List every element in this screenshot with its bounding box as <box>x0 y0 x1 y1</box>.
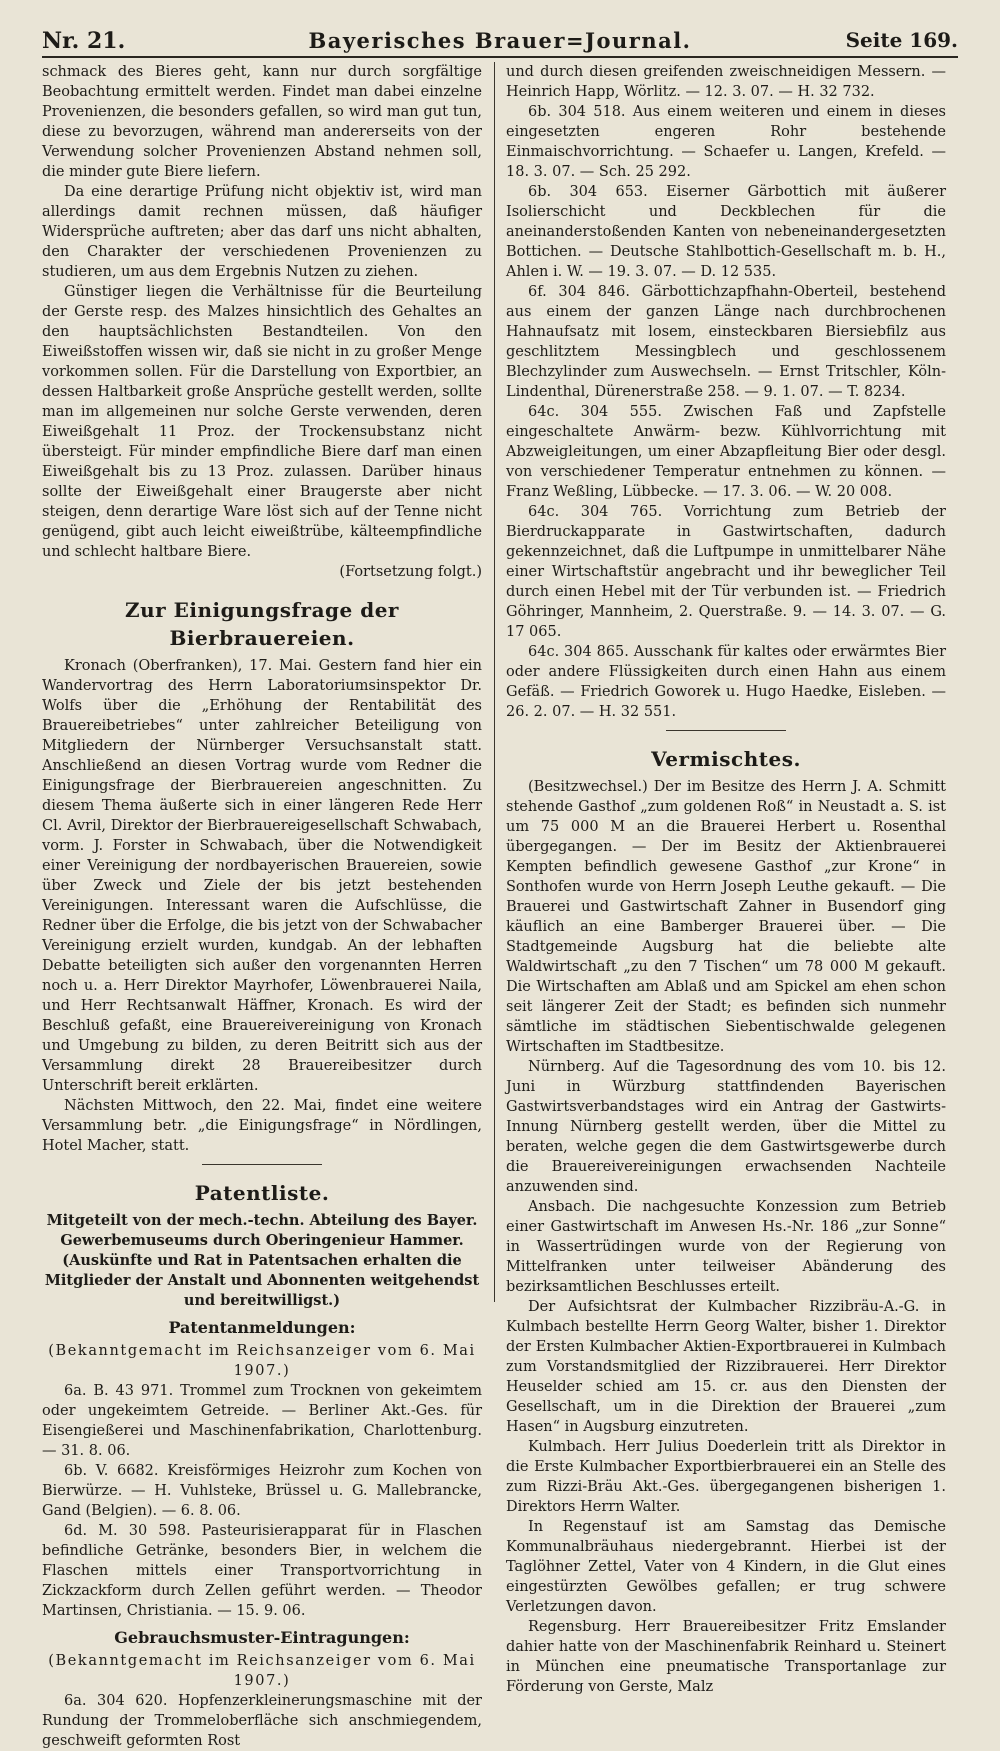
article-paragraph: Da eine derartige Prüfung nicht objektiv ist, wird man allerdings damit rechnen müssen, daß häufiger Widersprüche auftreten; aber das darf uns nicht abhalten, den Charakter der verschiedenen Provenienzen zu studieren, um aus dem Ergebnis Nutzen zu ziehen. <box>42 184 482 280</box>
news-item: Regensburg. Herr Brauereibesitzer Fritz Emslander dahier hatte von der Maschinenfabrik Reinhard u. Steinert in München eine pneumatische Transportanlage zur Förderung von Gerste, Malz <box>506 1619 946 1695</box>
patent-entry: 6d. M. 30 598. Pasteurisierapparat für in Flaschen befindliche Getränke, besonders Bier, in welchem die Flaschen mittels einer Transportvorrichtung in Zickzackform durch Zellen geführt werden. — Theodor Martinsen, Christiania. — 15. 9. 06. <box>42 1523 482 1619</box>
gebrauchs-entry: 64c. 304 555. Zwischen Faß und Zapfstelle eingeschaltete Anwärm- bezw. Kühlvorrichtung mit Abzweigleitungen, um einer Abzapfleitung Bier oder desgl. von verschiedener Temperatur entnehmen zu können. — Franz Weßling, Lübbecke. — 17. 3. 06. — W. 20 008. <box>506 404 946 500</box>
patent-note: (Auskünfte und Rat in Patentsachen erhalten die Mitglieder der Anstalt und Abonnenten weitgehendst und bereitwilligst.) <box>44 1252 480 1309</box>
news-item: Kulmbach. Herr Julius Doederlein tritt als Direktor in die Erste Kulmbacher Exportbierbrauerei ein an Stelle des zum Rizzi-Bräu Akt.-Ges. übergegangenen bisherigen 1. Direktors Herrn Walter. <box>506 1439 946 1515</box>
right-column <box>506 62 946 1695</box>
left-column <box>42 62 482 1749</box>
column-divider <box>494 62 495 1302</box>
einigung-title: Zur Einigungsfrage der Bierbrauereien. <box>125 598 399 650</box>
article-paragraph: Günstiger liegen die Verhältnisse für die Beurteilung der Gerste resp. des Malzes hinsichtlich des Gehaltes an den hauptsächlichsten Bestandteilen. Von den Eiweißstoffen wissen wir, daß sie nicht in zu großer Menge vorkommen sollen. Für die Darstellung von Exportbier, an dessen Haltbarkeit große Ansprüche gestellt werden, sollte man im allgemeinen nur solche Gerste verwenden, deren Eiweißgehalt 11 Proz. der Trockensubstanz nicht übersteigt. Für minder empfindliche Biere darf man einen Eiweißgehalt bis zu 13 Proz. zulassen. Darüber hinaus sollte der Eiweißgehalt einer Braugerste aber nicht steigen, denn derartige Ware löst sich auf der Tenne nicht genügend, gibt auch leicht eiweißtrübe, kälteempfindliche und schlecht haltbare Biere. <box>42 284 482 560</box>
section-divider <box>202 1164 322 1165</box>
gebrauchs-title: Gebrauchsmuster-Eintragungen: <box>114 1628 410 1647</box>
page-header <box>42 18 958 58</box>
gebrauchs-entry: 64c. 304 765. Vorrichtung zum Betrieb der Bierdruckapparate in Gastwirtschaften, dadurch gekennzeichnet, daß die Luftpumpe in unmittelbarer Nähe einer Wirtschaftstür angebracht und ihr beweglicher Teil durch einen Hebel mit der Tür verbunden ist. — Friedrich Göhringer, Mannheim, 2. Querstraße. 9. — 14. 3. 07. — G. 17 065. <box>506 504 946 640</box>
patent-title: Patentliste. <box>194 1181 330 1205</box>
patent-intro: Mitgeteilt von der mech.-techn. Abteilung des Bayer. Gewerbemuseums durch Oberingenieur Hammer. <box>46 1212 478 1249</box>
patent-entry: 6b. V. 6682. Kreisförmiges Heizrohr zum Kochen von Bierwürze. — H. Vuhlsteke, Brüssel u. G. Mallebrancke, Gand (Belgien). — 6. 8. 06. <box>42 1463 482 1519</box>
anmeldungen-date: (Bekanntgemacht im Reichsanzeiger vom 6. Mai 1907.) <box>48 1343 476 1379</box>
gebrauchs-entry: und durch diesen greifenden zweischneidigen Messern. — Heinrich Happ, Wörlitz. — 12. 3. 07. — H. 32 732. <box>506 64 946 100</box>
news-item: Der Aufsichtsrat der Kulmbacher Rizzibräu-A.-G. in Kulmbach bestellte Herrn Georg Walter, bisher 1. Direktor der Ersten Kulmbacher Aktien-Exportbrauerei in Kulmbach zum Vorstandsmitglied der Rizzibrauerei. Herr Direktor Heuselder schied am 15. cr. aus den Diensten der Gesellschaft, um in die Direktion der Brauerei „zum Hasen“ in Augsburg einzutreten. <box>506 1299 946 1435</box>
gebrauchs-entry: 64c. 304 865. Ausschank für kaltes oder erwärmtes Bier oder andere Flüssigkeiten durch einen Hahn aus einem Gefäß. — Friedrich Goworek u. Hugo Haedke, Eisleben. — 26. 2. 07. — H. 32 551. <box>506 644 946 720</box>
section-divider <box>666 730 786 731</box>
patent-entry: 6a. B. 43 971. Trommel zum Trocknen von gekeimtem oder ungekeimtem Getreide. — Berliner Akt.-Ges. für Eisengießerei und Maschinenfabrikation, Charlottenburg. — 31. 8. 06. <box>42 1383 482 1459</box>
einigung-paragraph: Kronach (Oberfranken), 17. Mai. Gestern fand hier ein Wandervortrag des Herrn Laboratoriumsinspektor Dr. Wolfs über die „Erhöhung der Rentabilität des Brauereibetriebes“ unter zahlreicher Beteiligung von Mitgliedern der Nürnberger Versuchsanstalt statt. Anschließend an diesen Vortrag wurde vom Redner die Einigungsfrage der Bierbrauereien angeschnitten. Zu diesem Thema äußerte sich in einer längeren Rede Herr Cl. Avril, Direktor der Bierbrauereigesellschaft Schwabach, vorm. J. Forster in Schwabach, über die Notwendigkeit einer Vereinigung der nordbayerischen Brauereien, sowie über Zweck und Ziele der bis jetzt bestehenden Vereinigungen. Interessant waren die Aufschlüsse, die Redner über die Erfolge, die bis jetzt von der Schwabacher Vereinigung erzielt wurden, kundgab. An der lebhaften Debatte beteiligten sich außer den vorgenannten Herren noch u. a. Herr Direktor Mayrhofer, Löwenbrauerei Naila, und Herr Rechtsanwalt Häffner, Kronach. Es wird der Beschluß gefaßt, eine Brauereivereinigung von Kronach und Umgebung zu bilden, zu deren Beitritt sich aus der Versammlung direkt 28 Brauereibesitzer durch Unterschrift bereit erklärten. <box>42 658 482 1094</box>
vermischtes-title: Vermischtes. <box>651 747 801 771</box>
gebrauchs-date: (Bekanntgemacht im Reichsanzeiger vom 6. Mai 1907.) <box>48 1653 476 1689</box>
news-item: Ansbach. Die nachgesuchte Konzession zum Betrieb einer Gastwirtschaft im Anwesen Hs.-Nr. 186 „zur Sonne“ in Wassertrüdingen wurde von der Regierung von Mittelfranken unter teilweiser Abänderung des bezirksamtlichen Beschlusses erteilt. <box>506 1199 946 1295</box>
news-item: Nürnberg. Auf die Tagesordnung des vom 10. bis 12. Juni in Würzburg stattfindenden Bayerischen Gastwirtsverbandstages wird ein Antrag der Gastwirts-Innung Nürnberg gestellt werden, über die Mittel zu beraten, welche gegen die dem Gastwirtsgewerbe durch die Brauereivereinigungen erwachsenden Nachteile anzuwenden sind. <box>506 1059 946 1195</box>
issue-number: Nr. 21. <box>42 28 126 54</box>
columns <box>42 62 958 1749</box>
gebrauchs-entry: 6b. 304 653. Eiserner Gärbottich mit äußerer Isolierschicht und Deckblechen für die aneinanderstoßenden Kanten von nebeneinandergesetzten Bottichen. — Deutsche Stahlbottich-Gesellschaft m. b. H., Ahlen i. W. — 19. 3. 07. — D. 12 535. <box>506 184 946 280</box>
gebrauchs-entry: 6a. 304 620. Hopfenzerkleinerungsmaschine mit der Rundung der Trommeloberfläche sich anschmiegendem, geschweift geformten Rost <box>42 1693 482 1749</box>
einigung-paragraph: Nächsten Mittwoch, den 22. Mai, findet eine weitere Versammlung betr. „die Einigungsfrage“ in Nördlingen, Hotel Macher, statt. <box>42 1098 482 1154</box>
news-item: (Besitzwechsel.) Der im Besitze des Herrn J. A. Schmitt stehende Gasthof „zum goldenen Roß“ in Neustadt a. S. ist um 75 000 M an die Brauerei Herbert u. Rosenthal übergegangen. — Der im Besitz der Aktienbrauerei Kempten befindlich gewesene Gasthof „zur Krone“ in Sonthofen wurde von Herrn Joseph Leuthe gekauft. — Die Brauerei und Gastwirtschaft Zahner in Busendorf ging käuflich an eine Bamberger Brauerei über. — Die Stadtgemeinde Augsburg hat die beliebte alte Waldwirtschaft „zu den 7 Tischen“ um 78 000 M gekauft. Die Wirtschaften am Ablaß und am Spickel am ehen schon seit längerer Zeit der Stadt; es befinden sich nunmehr sämtliche im städtischen Siebentischwalde gelegenen Wirtschaften im Stadtbesitze. <box>506 779 946 1055</box>
gebrauchs-entry: 6f. 304 846. Gärbottichzapfhahn-Oberteil, bestehend aus einem der ganzen Länge nach durchbrochenen Hahnaufsatz mit losem, einsteckbaren Biersiebfilz aus geschlitztem Messingblech und geschlossenem Blechzylinder zum Auswechseln. — Ernst Tritschler, Köln-Lindenthal, Dürenerstraße 258. — 9. 1. 07. — T. 8234. <box>506 284 946 400</box>
article-paragraph: schmack des Bieres geht, kann nur durch sorgfältige Beobachtung ermittelt werden. Findet man dabei einzelne Provenienzen, die besonders gefallen, so wird man gut tun, diese zu bevorzugen, während man andererseits von der Verwendung solcher Provenienzen Abstand nehmen soll, die minder gute Biere liefern. <box>42 64 482 180</box>
continued-note: (Fortsetzung folgt.) <box>339 564 482 580</box>
page-number: Seite 169. <box>845 28 958 52</box>
gebrauchs-entry: 6b. 304 518. Aus einem weiteren und einem in dieses eingesetzten engeren Rohr bestehende Einmaischvorrichtung. — Schaefer u. Langen, Krefeld. — 18. 3. 07. — Sch. 25 292. <box>506 104 946 180</box>
journal-title: Bayerisches Brauer=Journal. <box>308 28 692 53</box>
news-item: In Regenstauf ist am Samstag das Demische Kommunalbräuhaus niedergebrannt. Hierbei ist der Taglöhner Zettel, Vater von 4 Kindern, in die Glut eines eingestürzten Gewölbes gefallen; er trug schwere Verletzungen davon. <box>506 1519 946 1615</box>
anmeldungen-title: Patentanmeldungen: <box>168 1318 356 1337</box>
